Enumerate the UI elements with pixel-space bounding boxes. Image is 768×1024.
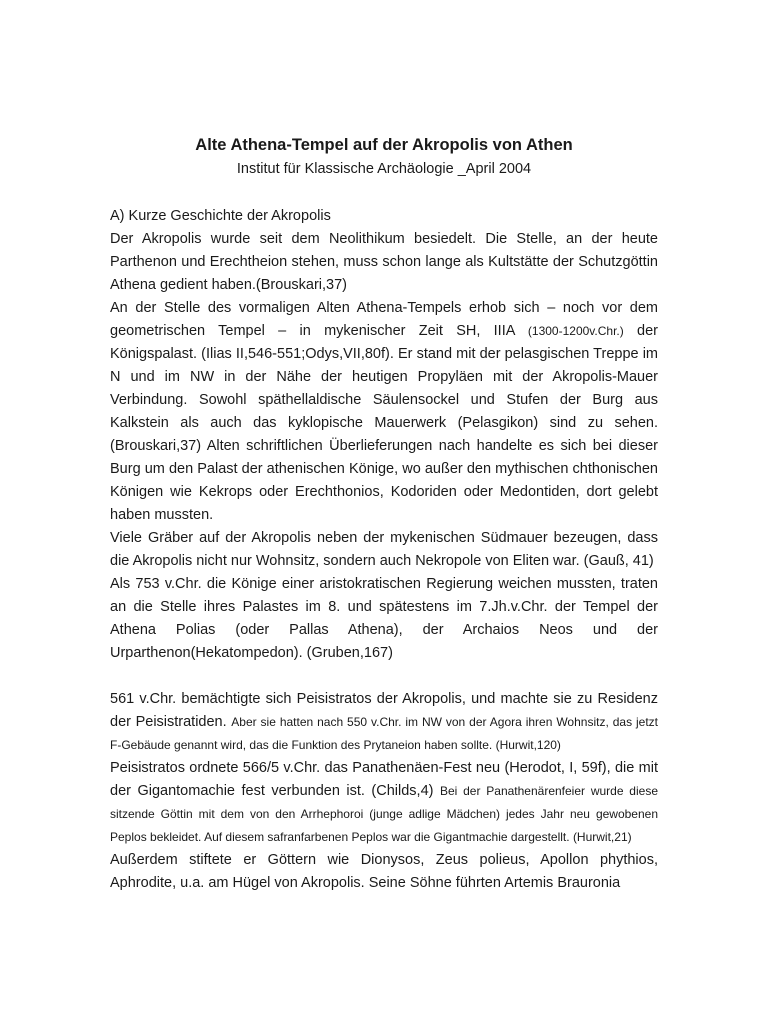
paragraph-6-note: Bei der Panathenärenfeier wurde diese sitzende Göttin mit dem von den Arrhephoroi (junge adlige Mädchen) jedes Jahr neu gewobenen Peplos bekleidet. Auf diesem safranfarbenen Peplos war die Gigantmachie dargestellt. (Hurwit,21) [110, 784, 658, 844]
document-body [110, 205, 658, 895]
paragraph-7: Außerdem stiftete er Göttern wie Dionysos, Zeus polieus, Apollon phythios, Aphrodite, u.a. am Hügel von Akropolis. Seine Söhne führten Artemis Brauronia [110, 852, 658, 891]
paragraph-5 [110, 688, 658, 757]
paragraph-2-text-a: An der Stelle des vormaligen Alten Athena-Tempels erhob sich – noch vor dem geometrischen Tempel – in mykenischer Zeit SH, IIIA [110, 300, 658, 339]
paragraph-2-date: (1300-1200v.Chr.) [527, 324, 624, 338]
paragraph-6-text: Peisistratos ordnete 566/5 v.Chr. das Panathenäen-Fest neu (Herodot, I, 59f), die mit der Gigantomachie fest verbunden ist. (Childs,4) [110, 760, 658, 799]
paragraph-gap [110, 665, 658, 688]
paragraph-5-note: Aber sie hatten nach 550 v.Chr. im NW von der Agora ihren Wohnsitz, das jetzt F-Gebäude genannt wird, das die Funktion des Prytaneion haben sollte. (Hurwit,120) [110, 715, 658, 752]
paragraph-1: Der Akropolis wurde seit dem Neolithikum besiedelt. Die Stelle, an der heute Parthenon und Erechtheion stehen, muss schon lange als Kultstätte der Schutzgöttin Athena gedient haben.(Brouskari,37) [110, 231, 658, 293]
document-subtitle: Institut für Klassische Archäologie _April 2004 [236, 161, 532, 177]
document-title: Alte Athena-Tempel auf der Akropolis von Athen [195, 136, 573, 154]
paragraph-2 [110, 297, 658, 527]
paragraph-3: Viele Gräber auf der Akropolis neben der mykenischen Südmauer bezeugen, dass die Akropolis nicht nur Wohnsitz, sondern auch Nekropole von Eliten war. (Gauß, 41) [110, 530, 658, 569]
paragraph-2-text-b: der Königspalast. (Ilias II,546-551;Odys,VII,80f). Er stand mit der pelasgischen Treppe im N und im NW in der Nähe der heutigen Propyläen mit der Akropolis-Mauer Verbindung. Sowohl späthellaldische Säulensockel und Stufen der Burg aus Kalkstein als auch das kyklopische Mauerwerk (Pelasgikon) sind zu sehen. (Brouskari,37) Alten schriftlichen Überlieferungen nach handelte es sich bei dieser Burg um den Palast der athenischen Könige, wo außer den mythischen chthonischen Königen wie Kekrops oder Erechthonios, Kodoriden oder Medontiden, dort gelebt haben mussten. [110, 323, 658, 523]
paragraph-5-text: 561 v.Chr. bemächtigte sich Peisistratos der Akropolis, und machte sie zu Residenz der Peisistratiden. [110, 691, 658, 730]
paragraph-4: Als 753 v.Chr. die Könige einer aristokratischen Regierung weichen mussten, traten an die Stelle ihres Palastes im 8. und spätestens im 7.Jh.v.Chr. der Tempel der Athena Polias (oder Pallas Athena), der Archaios Neos und der Urparthenon(Hekatompedon). (Gruben,167) [110, 576, 658, 661]
section-heading: A) Kurze Geschichte der Akropolis [110, 208, 331, 224]
paragraph-6 [110, 757, 658, 849]
